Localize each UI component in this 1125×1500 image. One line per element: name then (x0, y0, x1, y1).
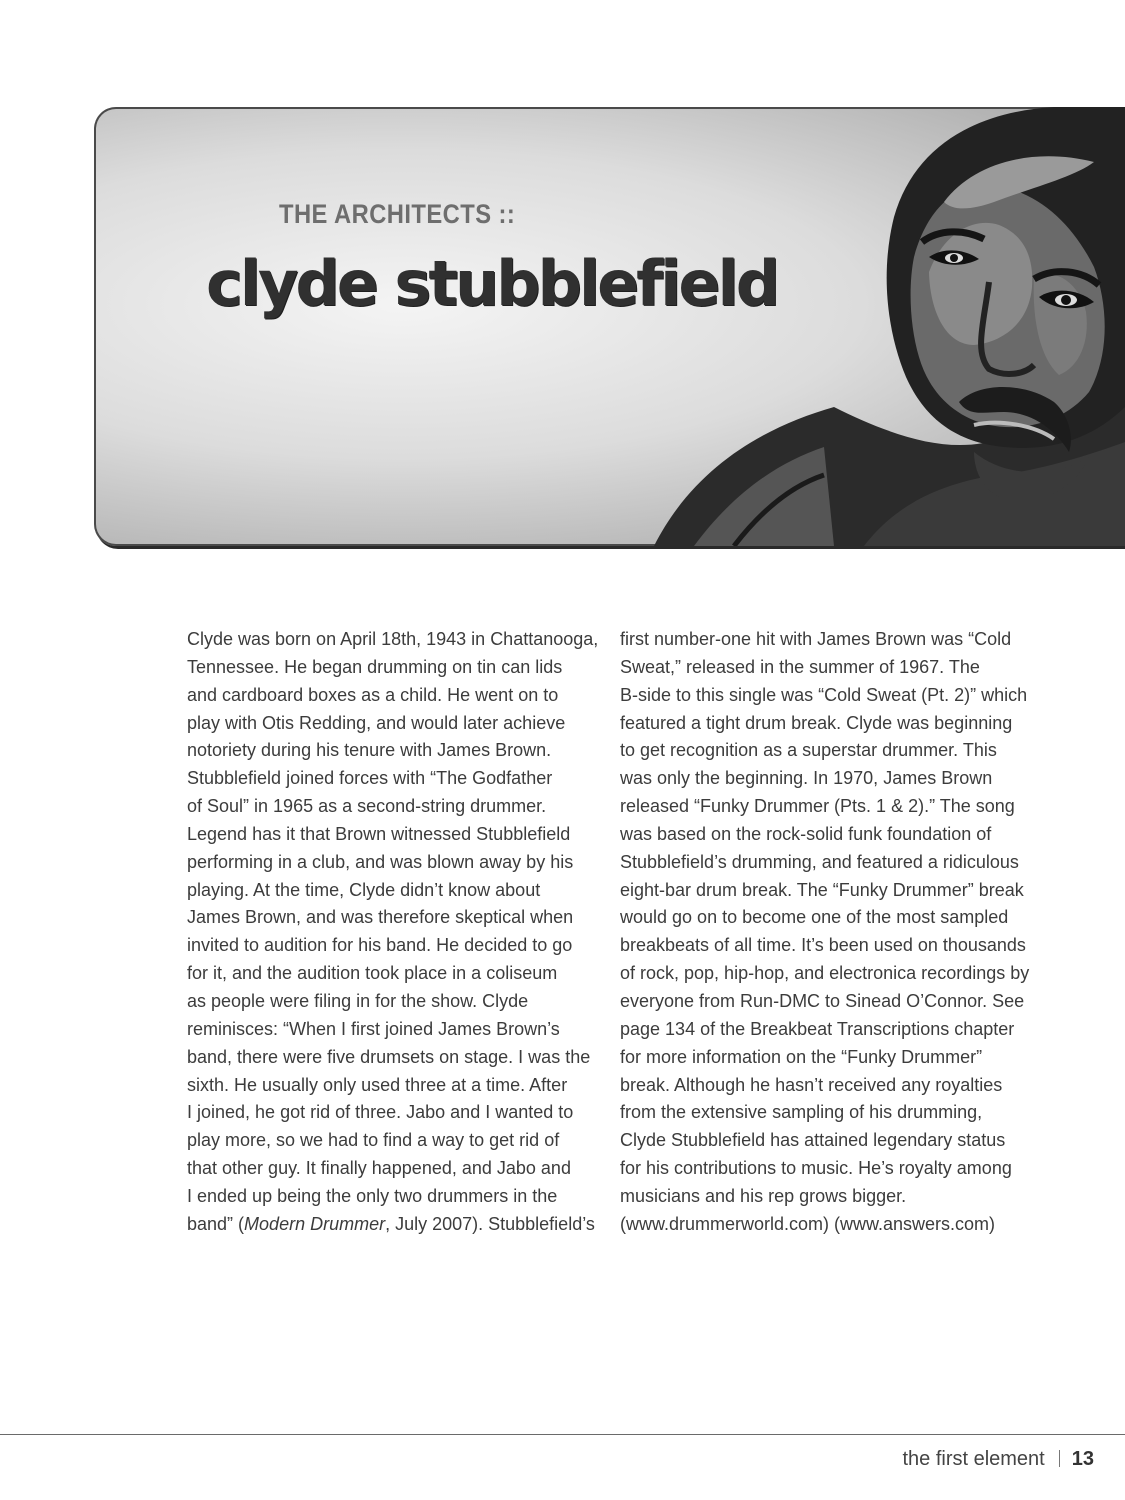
text-line: that other guy. It finally happened, and Jabo and (187, 1158, 571, 1179)
publication-title: the first element (902, 1448, 1045, 1470)
text-line: band, there were five drumsets on stage. I was the (187, 1046, 591, 1067)
text-line: Clyde Stubblefield has attained legendary status (620, 1130, 1006, 1151)
text-line-citation (187, 1211, 607, 1239)
text-line: B-side to this single was “Cold Sweat (Pt. 2)” which (620, 684, 1028, 705)
text-line: for more information on the “Funky Drummer” (620, 1046, 983, 1067)
text-line: (www.drummerworld.com) (www.answers.com) (620, 1213, 996, 1234)
text-line: I joined, he got rid of three. Jabo and I wanted to (187, 1102, 574, 1123)
text-line: for his contributions to music. He’s royalty among (620, 1158, 1012, 1179)
text-line: everyone from Run-DMC to Sinead O’Connor. See (620, 990, 1025, 1011)
portrait-illustration (534, 107, 1125, 546)
text-line: was based on the rock-solid funk foundation of (620, 823, 992, 844)
text-line: sixth. He usually only used three at a time. After (187, 1074, 568, 1095)
text-line: would go on to become one of the most sampled (620, 907, 1009, 928)
article-column-left (187, 626, 607, 1239)
magazine-title: Modern Drummer (244, 1213, 386, 1234)
page-number: 13 (1071, 1448, 1094, 1470)
text-line: Clyde was born on April 18th, 1943 in Chattanooga, (187, 629, 599, 649)
text-line: featured a tight drum break. Clyde was beginning (620, 712, 1013, 733)
text-line: eight-bar drum break. The “Funky Drummer” break (620, 879, 1024, 900)
text-line: break. Although he hasn’t received any royalties (620, 1074, 1003, 1095)
text-line: playing. At the time, Clyde didn’t know about (187, 879, 541, 900)
series-title: THE ARCHITECTS :: (279, 199, 516, 229)
text-line: and cardboard boxes as a child. He went on to (187, 684, 559, 705)
citation-text: band” ( (187, 1213, 245, 1234)
text-line: to get recognition as a superstar drummer. This (620, 740, 997, 761)
citation-text: , July 2007). Stubblefield’s (385, 1213, 595, 1234)
text-line: was only the beginning. In 1970, James Brown (620, 768, 993, 789)
page-footer (902, 1448, 1094, 1471)
text-line: invited to audition for his band. He decided to go (187, 935, 573, 956)
text-line: page 134 of the Breakbeat Transcriptions chapter (620, 1018, 1015, 1039)
text-line: of Soul” in 1965 as a second-string drummer. (187, 796, 547, 817)
article-column-right (620, 626, 1040, 1239)
text-line: play with Otis Redding, and would later achieve (187, 712, 566, 733)
footer-divider (0, 1434, 1125, 1435)
text-line: for it, and the audition took place in a coliseum (187, 963, 558, 984)
text-line: Tennessee. He began drumming on tin can lids (187, 656, 563, 677)
header-banner (94, 107, 1125, 546)
text-line: released “Funky Drummer (Pts. 1 & 2).” The song (620, 796, 1015, 817)
text-line: of rock, pop, hip-hop, and electronica recordings by (620, 963, 1030, 984)
text-line: Legend has it that Brown witnessed Stubblefield (187, 823, 571, 844)
text-line: Sweat,” released in the summer of 1967. The (620, 656, 980, 677)
text-line: from the extensive sampling of his drumming, (620, 1102, 983, 1123)
article-title: clyde stubblefield (206, 247, 778, 320)
text-line: Stubblefield’s drumming, and featured a ridiculous (620, 851, 1019, 872)
text-line: breakbeats of all time. It’s been used on thousands (620, 935, 1026, 956)
text-line: Stubblefield joined forces with “The Godfather (187, 768, 553, 789)
text-line: musicians and his rep grows bigger. (620, 1185, 907, 1206)
text-line: reminisces: “When I first joined James Brown’s (187, 1018, 560, 1039)
footer-separator (1059, 1450, 1060, 1467)
text-line: I ended up being the only two drummers in the (187, 1185, 558, 1206)
text-line: first number-one hit with James Brown was “Cold (620, 629, 1012, 649)
text-line: as people were filing in for the show. Clyde (187, 990, 529, 1011)
text-line: notoriety during his tenure with James Brown. (187, 740, 552, 761)
text-line: James Brown, and was therefore skeptical when (187, 907, 574, 928)
text-line: play more, so we had to find a way to get rid of (187, 1130, 560, 1151)
text-line: performing in a club, and was blown away by his (187, 851, 574, 872)
